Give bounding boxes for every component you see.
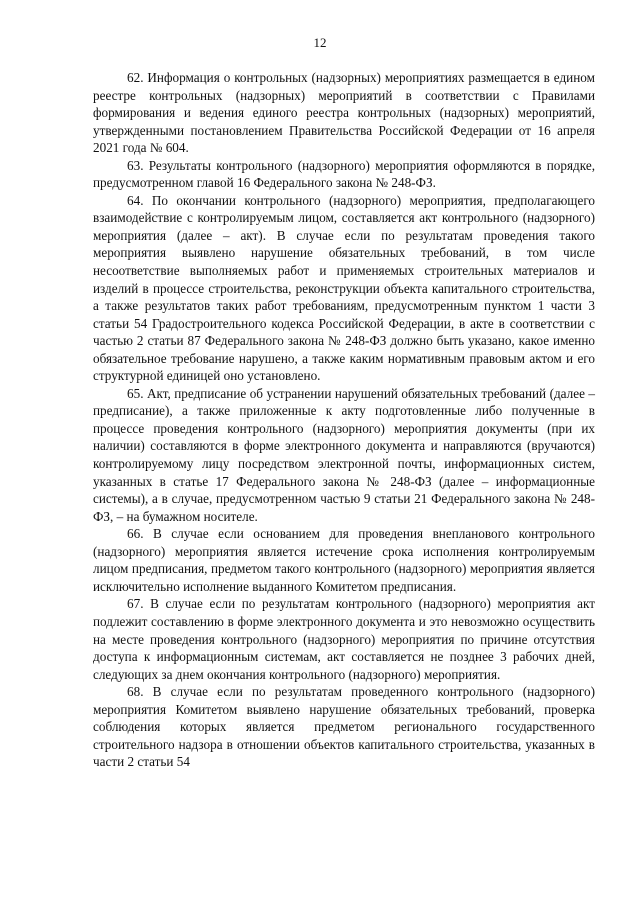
- paragraph-66: 66. В случае если основанием для проведения внепланового контрольного (надзорного) мероприятия является истечение срока исполнения контролируемым лицом предписания, предметом такого контрольного (надзорного) мероприятия является исключительно исполнение выданного Комитетом предписания.: [93, 526, 595, 594]
- paragraph-63: 63. Результаты контрольного (надзорного) мероприятия оформляются в порядке, предусмотренном главой 16 Федерального закона № 248-ФЗ.: [93, 157, 595, 191]
- paragraph-67: 67. В случае если по результатам контрольного (надзорного) мероприятия акт подлежит составлению в форме электронного документа и это невозможно осуществить на месте проведения контрольного (надзорного) мероприятия по причине отсутствия доступа к информационным системам, акт составляется не позднее 3 рабочих дней, следующих за днем окончания контрольного (надзорного) мероприятия.: [93, 596, 595, 682]
- paragraph-68: 68. В случае если по результатам проведенного контрольного (надзорного) мероприятия Комитетом выявлено нарушение обязательных требований, проверка соблюдения которых является предметом регионального государственного строительного надзора в отношении объектов капитального строительства, указанных в части 2 статьи 54: [93, 684, 595, 770]
- document-body: [93, 69, 595, 771]
- paragraph-64: 64. По окончании контрольного (надзорного) мероприятия, предполагающего взаимодействие с контролируемым лицом, составляется акт контрольного (надзорного) мероприятия (далее – акт). В случае если по результатам проведения такого мероприятия выявлено нарушение обязательных требований, в том числе несоответствие выполняемых работ и применяемых строительных материалов и изделий в процессе строительства, реконструкции объекта капитального строительства, а также результатов таких работ требованиям, предусмотренным пунктом 1 части 3 статьи 54 Градостроительного кодекса Российской Федерации, в акте в соответствии с частью 2 статьи 87 Федерального закона № 248-ФЗ должно быть указано, какое именно обязательное требование нарушено, а также каким нормативным правовым актом и его структурной единицей оно установлено.: [93, 192, 595, 384]
- paragraph-62: 62. Информация о контрольных (надзорных) мероприятиях размещается в едином реестре контрольных (надзорных) мероприятий в соответствии с Правилами формирования и ведения единого реестра контрольных (надзорных) мероприятий, утвержденными постановлением Правительства Российской Федерации от 16 апреля 2021 года № 604.: [93, 70, 595, 156]
- page-number: 12: [313, 35, 327, 50]
- paragraph-65: 65. Акт, предписание об устранении нарушений обязательных требований (далее – предписание), а также приложенные к акту подготовленные либо полученные в процессе проведения контрольного (надзорного) мероприятия документы (при их наличии) составляются в форме электронного документа и направляются (вручаются) контролируемому лицу посредством электронной почты, информационных систем, указанных в статье 17 Федерального закона № 248-ФЗ (далее – информационные системы), а в случае, предусмотренном частью 9 статьи 21 Федерального закона № 248-ФЗ, – на бумажном носителе.: [93, 385, 595, 524]
